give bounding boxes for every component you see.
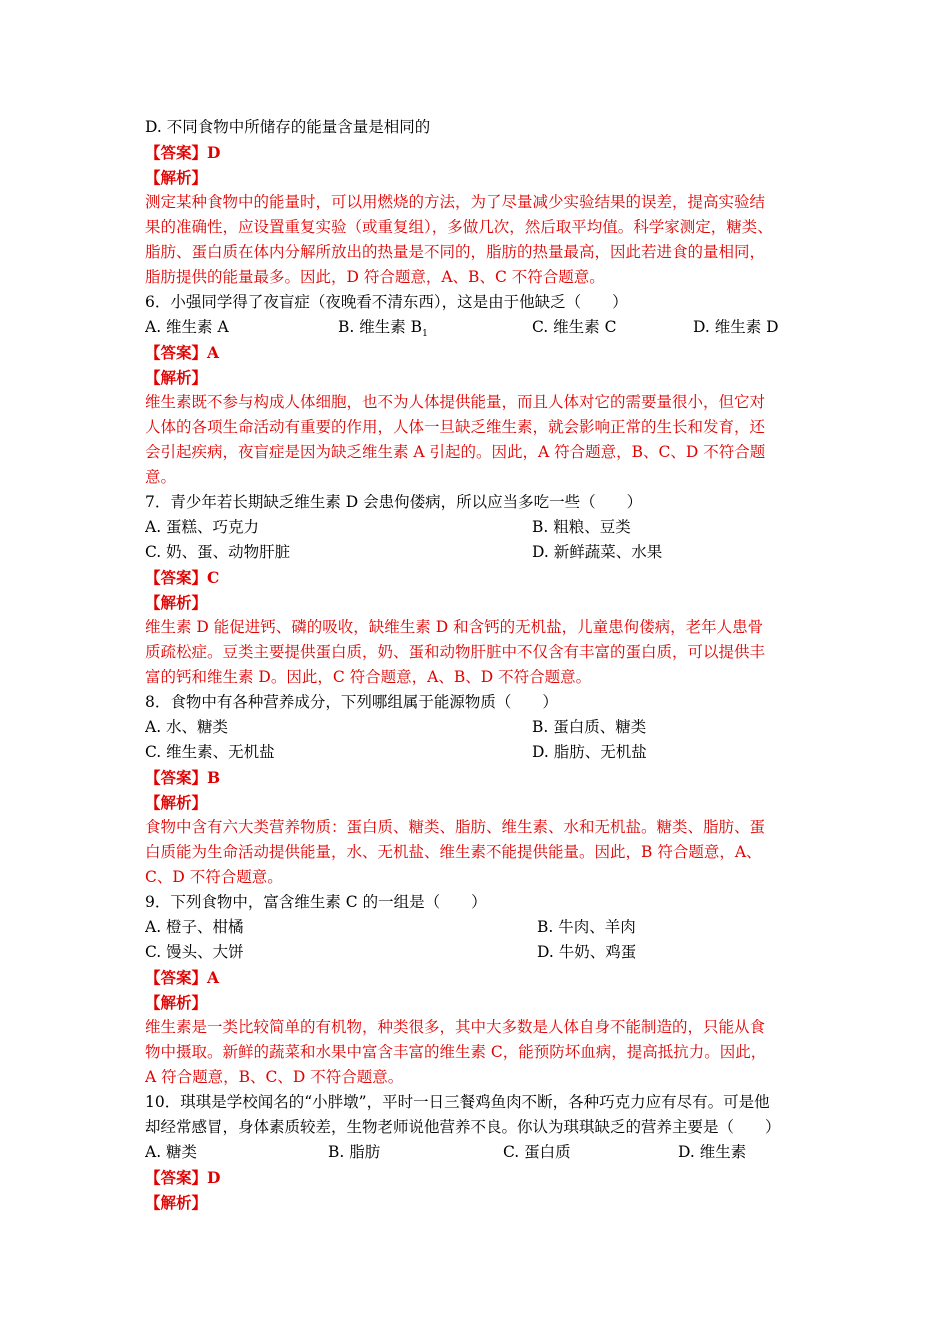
q7-option-c: C. 奶、蛋、动物肝脏: [145, 543, 291, 561]
q5-analysis-line: 脂肪、蛋白质在体内分解所放出的热量是不同的，脂肪的热量最高，因此若进食的量相同，: [145, 243, 766, 261]
q6-stem: 6．小强同学得了夜盲症（夜晚看不清东西），这是由于他缺乏（ ）: [145, 293, 628, 311]
q7-analysis-line: 富的钙和维生素 D。因此，C 符合题意，A、B、D 不符合题意。: [145, 668, 592, 686]
q8-option-c: C. 维生素、无机盐: [145, 743, 275, 761]
q8-answer: 【答案】B: [145, 768, 221, 787]
q6-answer: 【答案】A: [145, 343, 220, 362]
q8-options-row-2: [145, 740, 810, 765]
q9-analysis-line: 维生素是一类比较简单的有机物，种类很多，其中大多数是人体自身不能制造的，只能从食: [145, 1018, 766, 1036]
q5-analysis-line: 测定某种食物中的能量时，可以用燃烧的方法，为了尽量减少实验结果的误差，提高实验结: [145, 193, 766, 211]
q7-options-row-1: [145, 515, 810, 540]
q5-option-d: D. 不同食物中所储存的能量含量是相同的: [145, 118, 431, 136]
q6-option-b-text: B. 维生素 B: [338, 318, 423, 336]
q9-option-b: B. 牛肉、羊肉: [537, 918, 636, 936]
q6-analysis-line: 意。: [145, 468, 177, 486]
q5-analysis-label: 【解析】: [145, 168, 208, 187]
q6-analysis-line: 会引起疾病，夜盲症是因为缺乏维生素 A 引起的。因此，A 符合题意，B、C、D 不符合题: [145, 443, 766, 461]
q8-option-b: B. 蛋白质、糖类: [532, 718, 647, 736]
q10-option-a: A. 糖类: [145, 1143, 198, 1161]
q10-answer: 【答案】D: [145, 1168, 221, 1187]
q7-options-row-2: [145, 540, 810, 565]
q8-option-d: D. 脂肪、无机盐: [532, 743, 647, 761]
q5-analysis-line: 脂肪提供的能量最多。因此，D 符合题意，A、B、C 不符合题意。: [145, 268, 605, 286]
q7-analysis-line: 维生素 D 能促进钙、磷的吸收，缺维生素 D 和含钙的无机盐，儿童患佝偻病，老年人患骨: [145, 618, 764, 636]
q7-option-a: A. 蛋糕、巧克力: [145, 518, 260, 536]
q9-options-row-1: [145, 915, 810, 940]
q10-option-b: B. 脂肪: [328, 1143, 381, 1161]
q8-analysis-line: 白质能为生命活动提供能量，水、无机盐、维生素不能提供能量。因此，B 符合题意，A、: [145, 843, 762, 861]
q5-analysis-line: 果的准确性，应设置重复实验（或重复组），多做几次，然后取平均值。科学家测定，糖类、: [145, 218, 773, 236]
q6-analysis-label: 【解析】: [145, 368, 208, 387]
q9-option-c: C. 馒头、大饼: [145, 943, 244, 961]
q7-analysis-line: 质疏松症。豆类主要提供蛋白质，奶、蛋和动物肝脏中不仅含有丰富的蛋白质，可以提供丰: [145, 643, 766, 661]
q6-option-d: D. 维生素 D: [693, 318, 779, 336]
q8-analysis-line: 食物中含有六大类营养物质：蛋白质、糖类、脂肪、维生素、水和无机盐。糖类、脂肪、蛋: [145, 818, 766, 836]
q10-stem-line: 却经常感冒，身体素质较差，生物老师说他营养不良。你认为琪琪缺乏的营养主要是（ ）: [145, 1118, 781, 1136]
q7-answer: 【答案】C: [145, 568, 220, 587]
q9-analysis-line: 物中摄取。新鲜的蔬菜和水果中富含丰富的维生素 C，能预防坏血病，提高抵抗力。因此，: [145, 1043, 767, 1061]
q9-options-row-2: [145, 940, 810, 965]
q9-option-d: D. 牛奶、鸡蛋: [537, 943, 637, 961]
q5-answer: 【答案】D: [145, 143, 221, 162]
q6-analysis-line: 维生素既不参与构成人体细胞，也不为人体提供能量，而且人体对它的需要量很小，但它对: [145, 393, 766, 411]
q6-options: [145, 315, 810, 340]
q10-option-c: C. 蛋白质: [503, 1143, 571, 1161]
q8-analysis-line: C、D 不符合题意。: [145, 868, 283, 886]
q9-stem: 9．下列食物中，富含维生素 C 的一组是（ ）: [145, 893, 487, 911]
q8-options-row-1: [145, 715, 810, 740]
q9-option-a: A. 橙子、柑橘: [145, 918, 244, 936]
q10-stem-line: 10．琪琪是学校闻名的“小胖墩”，平时一日三餐鸡鱼肉不断，各种巧克力应有尽有。可是他: [145, 1093, 770, 1111]
q8-option-a: A. 水、糖类: [145, 718, 229, 736]
q9-answer: 【答案】A: [145, 968, 220, 987]
q10-options: [145, 1140, 810, 1165]
q6-option-b: [338, 315, 428, 340]
q10-analysis-label: 【解析】: [145, 1193, 208, 1212]
q6-option-b-subscript: 1: [422, 329, 428, 340]
q7-analysis-label: 【解析】: [145, 593, 208, 612]
q8-analysis-label: 【解析】: [145, 793, 208, 812]
q6-option-a: A. 维生素 A: [145, 318, 229, 336]
q10-option-d: D. 维生素: [678, 1143, 747, 1161]
q9-analysis-line: A 符合题意，B、C、D 不符合题意。: [145, 1068, 404, 1086]
q6-option-c: C. 维生素 C: [532, 318, 617, 336]
q6-analysis-line: 人体的各项生命活动有重要的作用，人体一旦缺乏维生素，就会影响正常的生长和发育，还: [145, 418, 766, 436]
q7-option-d: D. 新鲜蔬菜、水果: [532, 543, 663, 561]
q9-analysis-label: 【解析】: [145, 993, 208, 1012]
q7-option-b: B. 粗粮、豆类: [532, 518, 631, 536]
q8-stem: 8．食物中有各种营养成分，下列哪组属于能源物质（ ）: [145, 693, 558, 711]
q7-stem: 7．青少年若长期缺乏维生素 D 会患佝偻病，所以应当多吃一些（ ）: [145, 493, 643, 511]
